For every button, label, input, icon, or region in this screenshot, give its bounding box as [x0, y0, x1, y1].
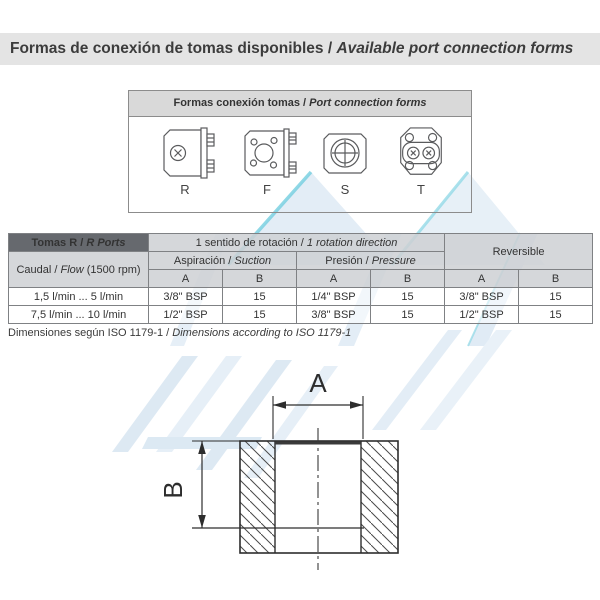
- value-cell: 3/8" BSP: [149, 288, 223, 306]
- col-b-header: B: [371, 270, 445, 288]
- port-form-r: [153, 125, 217, 197]
- r-ports-table: [8, 233, 593, 324]
- col-a-header: A: [149, 270, 223, 288]
- panel-header: [129, 91, 471, 117]
- pressure-header-cell: [297, 252, 445, 270]
- value-cell: 1/2" BSP: [445, 306, 519, 324]
- col-b-header: B: [519, 270, 593, 288]
- value-cell: 15: [519, 288, 593, 306]
- table-row: [9, 306, 593, 324]
- reversible-header-cell: [445, 234, 593, 270]
- table-row: [9, 288, 593, 306]
- iso-note-es: Dimensiones según ISO 1179-1 /: [8, 327, 173, 339]
- dim-b-arrow-bottom: [198, 515, 206, 528]
- corner-header-es: Tomas R /: [31, 236, 87, 249]
- value-cell: 15: [371, 306, 445, 324]
- suction-label-en: Suction: [234, 254, 272, 267]
- port-t-drawing-icon: [391, 125, 451, 181]
- rotation-header-en: 1 rotation direction: [306, 236, 398, 249]
- value-cell: 1/2" BSP: [149, 306, 223, 324]
- port-form-t-label: T: [417, 182, 425, 197]
- page-title-en: Available port connection forms: [336, 40, 574, 57]
- port-forms-row: [129, 117, 471, 197]
- rotation-header-cell: [149, 234, 445, 252]
- pressure-label-es: Presión /: [325, 254, 372, 267]
- iso-note: [8, 327, 351, 339]
- dim-b-label: B: [158, 481, 188, 499]
- col-a-header: A: [445, 270, 519, 288]
- table-row: [9, 234, 593, 252]
- port-form-s-label: S: [340, 182, 350, 197]
- port-form-t: [391, 125, 451, 197]
- dim-a-arrow-right: [350, 401, 363, 409]
- pressure-label-en: Pressure: [371, 254, 416, 267]
- value-cell: 3/8" BSP: [297, 306, 371, 324]
- panel-header-en: Port connection forms: [309, 97, 427, 109]
- flow-range-cell: 7,5 l/min ... 10 l/min: [9, 306, 149, 324]
- flow-label-es: Caudal /: [16, 263, 61, 276]
- suction-header-cell: [149, 252, 297, 270]
- port-r-drawing-icon: [153, 125, 217, 181]
- left-wall-hatch: [240, 441, 275, 553]
- iso-note-en: Dimensions according to ISO 1179-1: [172, 327, 352, 339]
- cross-section-svg: [140, 358, 480, 600]
- value-cell: 15: [519, 306, 593, 324]
- flow-range-cell: 1,5 l/min ... 5 l/min: [9, 288, 149, 306]
- right-wall-hatch: [361, 441, 398, 553]
- port-cross-section-drawing: [140, 358, 480, 600]
- port-form-r-label: R: [180, 182, 190, 197]
- dim-b-arrow-top: [198, 441, 206, 454]
- dim-a-label: A: [309, 368, 327, 398]
- port-s-drawing-icon: [317, 125, 373, 181]
- dim-a-arrow-left: [273, 401, 286, 409]
- value-cell: 3/8" BSP: [445, 288, 519, 306]
- panel-header-es: Formas conexión tomas /: [173, 97, 310, 109]
- port-form-f-label: F: [263, 182, 271, 197]
- port-form-f: [235, 125, 299, 197]
- page-title: [0, 33, 600, 65]
- value-cell: 15: [223, 288, 297, 306]
- corner-header-en: R Ports: [86, 236, 126, 249]
- col-b-header: B: [223, 270, 297, 288]
- rotation-header-es: 1 sentido de rotación /: [195, 236, 307, 249]
- flow-label-suffix: (1500 rpm): [83, 263, 141, 276]
- suction-label-es: Aspiración /: [173, 254, 235, 267]
- flow-label-en: Flow: [60, 263, 84, 276]
- port-form-s: [317, 125, 373, 197]
- reversible-label: Reversible: [492, 245, 545, 258]
- page-title-es: Formas de conexión de tomas disponibles /: [10, 40, 337, 57]
- port-forms-panel: [128, 90, 472, 213]
- value-cell: 15: [371, 288, 445, 306]
- value-cell: 1/4" BSP: [297, 288, 371, 306]
- flow-header-cell: [9, 252, 149, 288]
- corner-header-cell: [9, 234, 149, 252]
- col-a-header: A: [297, 270, 371, 288]
- value-cell: 15: [223, 306, 297, 324]
- port-f-drawing-icon: [235, 125, 299, 181]
